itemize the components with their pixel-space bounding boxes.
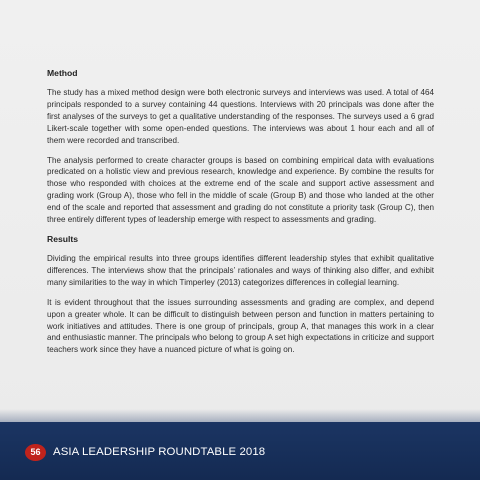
- footer-transition: [0, 409, 480, 423]
- results-heading: Results: [47, 233, 79, 244]
- article-content: [47, 68, 434, 364]
- results-paragraph-2: It is evident throughout that the issues surrounding assessments and grading are complex, and depend upon a greater whole. It can be difficult to distinguish between person and function in matters pertaining to work initiatives and attitudes. There is one group of principals, group A, that manages this work in a clear and enthusiastic manner. The principals who belong to group A set high expectations in criticize and support teachers work since they have a nuanced picture of what is going on.: [47, 297, 434, 355]
- method-heading: Method: [47, 68, 78, 78]
- method-paragraph-2: The analysis performed to create character groups is based on combining empirical data with evaluations predicated on a holistic view and previous research, knowledge and experience. By combine the results for those who responded with choices at the extreme end of the scale and support active assessment and grading work (Group A), those who fell in the middle of scale (Group B) and those who landed at the other end of the scale and reported that assessment and grading do not constitute a priority task (Group C), then three entirely different types of leadership emerge with respect to assessments and grading.: [47, 155, 434, 225]
- results-paragraph-1: Dividing the empirical results into three groups identifies different leadership styles that exhibit qualitative differences. The interviews show that the principals’ rationales and ways of thinking also differ, and exhibit many similarities to the way in which Timperley (2013) categorizes differences in collegial learning.: [47, 253, 434, 287]
- page-number-badge: 56: [25, 444, 46, 461]
- publication-title: ASIA LEADERSHIP ROUNDTABLE 2018: [53, 446, 266, 458]
- method-paragraph-1: The study has a mixed method design were both electronic surveys and interviews was used. A total of 464 principals responded to a survey containing 44 questions. Interviews with 20 principals was done after the first analyses of the surveys to get a qualitative understanding of the responses. The surveys used a 6 grad Likert-scale together with some open-ended questions. The interviews was about 1 hour each and all of them were recorded and transcribed.: [47, 88, 434, 145]
